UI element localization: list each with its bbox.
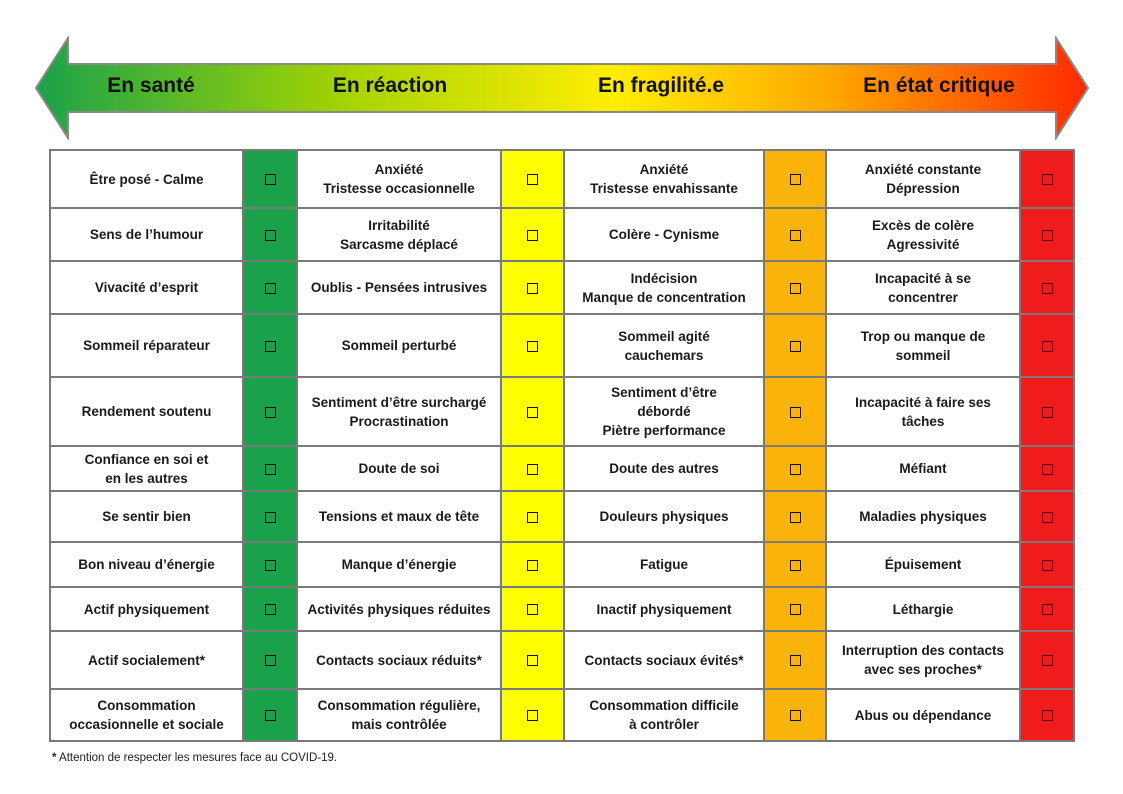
symptom-cell-healthy: Bon niveau d’énergie (50, 542, 243, 587)
checkbox-cell-fragile (764, 446, 826, 491)
footnote (52, 752, 337, 764)
table-row (50, 261, 1074, 314)
symptom-grid (49, 149, 1075, 742)
table-row (50, 208, 1074, 261)
checkbox[interactable] (790, 464, 801, 475)
symptom-cell-healthy: Sens de l’humour (50, 208, 243, 261)
symptom-cell-fragile: Doute des autres (564, 446, 764, 491)
checkbox-cell-fragile (764, 377, 826, 446)
checkbox-cell-reacting (501, 261, 564, 314)
checkbox[interactable] (790, 230, 801, 241)
checkbox-cell-healthy (243, 150, 297, 208)
checkbox-cell-healthy (243, 261, 297, 314)
checkbox-cell-reacting (501, 208, 564, 261)
checkbox-cell-reacting (501, 542, 564, 587)
table-row (50, 631, 1074, 689)
table-row (50, 587, 1074, 631)
symptom-cell-critical: Méfiant (826, 446, 1020, 491)
checkbox-cell-critical (1020, 491, 1074, 542)
checkbox[interactable] (265, 560, 276, 571)
checkbox-cell-fragile (764, 150, 826, 208)
symptom-cell-healthy: Sommeil réparateur (50, 314, 243, 377)
checkbox-cell-critical (1020, 377, 1074, 446)
symptom-cell-reacting: Manque d’énergie (297, 542, 501, 587)
checkbox[interactable] (265, 710, 276, 721)
symptom-cell-fragile: Indécision Manque de concentration (564, 261, 764, 314)
checkbox[interactable] (1042, 230, 1053, 241)
symptom-cell-fragile: Fatigue (564, 542, 764, 587)
symptom-cell-fragile: Sommeil agité cauchemars (564, 314, 764, 377)
checkbox-cell-fragile (764, 542, 826, 587)
table-row (50, 542, 1074, 587)
symptom-cell-critical: Interruption des contacts avec ses proches* (826, 631, 1020, 689)
checkbox-cell-critical (1020, 689, 1074, 741)
checkbox[interactable] (790, 710, 801, 721)
checkbox[interactable] (790, 560, 801, 571)
symptom-cell-reacting: Sentiment d’être surchargé Procrastination (297, 377, 501, 446)
checkbox[interactable] (265, 464, 276, 475)
symptom-cell-fragile: Anxiété Tristesse envahissante (564, 150, 764, 208)
table-row (50, 689, 1074, 741)
checkbox-cell-reacting (501, 150, 564, 208)
checkbox-cell-critical (1020, 208, 1074, 261)
checkbox[interactable] (790, 655, 801, 666)
checkbox-cell-healthy (243, 689, 297, 741)
symptom-cell-healthy: Vivacité d’esprit (50, 261, 243, 314)
table-row (50, 446, 1074, 491)
symptom-cell-fragile: Douleurs physiques (564, 491, 764, 542)
symptom-cell-healthy: Consommation occasionnelle et sociale (50, 689, 243, 741)
stage-label-fragile: En fragilité.e (597, 74, 725, 97)
checkbox-cell-fragile (764, 261, 826, 314)
symptom-cell-fragile: Colère - Cynisme (564, 208, 764, 261)
symptom-cell-healthy: Actif physiquement (50, 587, 243, 631)
checkbox[interactable] (527, 283, 538, 294)
checkbox[interactable] (1042, 655, 1053, 666)
symptom-cell-healthy: Actif socialement* (50, 631, 243, 689)
table-row (50, 314, 1074, 377)
checkbox[interactable] (265, 174, 276, 185)
checkbox-cell-healthy (243, 208, 297, 261)
checkbox-cell-critical (1020, 150, 1074, 208)
checkbox-cell-reacting (501, 446, 564, 491)
checkbox-cell-healthy (243, 446, 297, 491)
checkbox[interactable] (1042, 710, 1053, 721)
symptom-cell-fragile: Sentiment d’être débordé Piètre performance (564, 377, 764, 446)
symptom-cell-healthy: Rendement soutenu (50, 377, 243, 446)
symptom-cell-reacting: Oublis - Pensées intrusives (297, 261, 501, 314)
checkbox[interactable] (790, 604, 801, 615)
checkbox-cell-reacting (501, 314, 564, 377)
checkbox[interactable] (527, 407, 538, 418)
symptom-cell-critical: Trop ou manque de sommeil (826, 314, 1020, 377)
checkbox-cell-critical (1020, 314, 1074, 377)
checkbox-cell-reacting (501, 377, 564, 446)
checkbox-cell-healthy (243, 542, 297, 587)
checkbox-cell-healthy (243, 491, 297, 542)
checkbox-cell-fragile (764, 587, 826, 631)
symptom-cell-reacting: Tensions et maux de tête (297, 491, 501, 542)
checkbox-cell-reacting (501, 631, 564, 689)
checkbox[interactable] (1042, 512, 1053, 523)
health-continuum-arrow (34, 36, 1090, 140)
checkbox[interactable] (527, 174, 538, 185)
checkbox[interactable] (527, 710, 538, 721)
checkbox[interactable] (265, 604, 276, 615)
checkbox[interactable] (527, 230, 538, 241)
checkbox[interactable] (790, 174, 801, 185)
checkbox[interactable] (265, 512, 276, 523)
checkbox[interactable] (265, 283, 276, 294)
checkbox-cell-healthy (243, 631, 297, 689)
symptom-cell-critical: Incapacité à faire ses tâches (826, 377, 1020, 446)
checkbox-cell-reacting (501, 587, 564, 631)
symptom-cell-fragile: Contacts sociaux évités* (564, 631, 764, 689)
checkbox[interactable] (1042, 407, 1053, 418)
checkbox[interactable] (1042, 341, 1053, 352)
checkbox-cell-fragile (764, 314, 826, 377)
checkbox[interactable] (265, 655, 276, 666)
symptom-cell-healthy: Confiance en soi et en les autres (50, 446, 243, 491)
checkbox[interactable] (790, 407, 801, 418)
checkbox[interactable] (790, 512, 801, 523)
symptom-cell-reacting: Sommeil perturbé (297, 314, 501, 377)
symptom-cell-critical: Anxiété constante Dépression (826, 150, 1020, 208)
symptom-cell-reacting: Consommation régulière, mais contrôlée (297, 689, 501, 741)
checkbox[interactable] (527, 560, 538, 571)
checkbox-cell-fragile (764, 491, 826, 542)
checkbox[interactable] (527, 655, 538, 666)
symptom-cell-fragile: Consommation difficile à contrôler (564, 689, 764, 741)
checkbox[interactable] (527, 341, 538, 352)
table-row (50, 150, 1074, 208)
footnote-text: Attention de respecter les mesures face au COVID-19. (56, 752, 338, 764)
symptom-cell-fragile: Inactif physiquement (564, 587, 764, 631)
checkbox[interactable] (1042, 174, 1053, 185)
checkbox-cell-healthy (243, 587, 297, 631)
checkbox-cell-healthy (243, 377, 297, 446)
checkbox-cell-fragile (764, 689, 826, 741)
symptom-cell-reacting: Contacts sociaux réduits* (297, 631, 501, 689)
checkbox-cell-fragile (764, 208, 826, 261)
table-row (50, 491, 1074, 542)
symptom-cell-reacting: Activités physiques réduites (297, 587, 501, 631)
table-row (50, 377, 1074, 446)
symptom-cell-critical: Excès de colère Agressivité (826, 208, 1020, 261)
checkbox-cell-fragile (764, 631, 826, 689)
symptom-cell-healthy: Se sentir bien (50, 491, 243, 542)
symptom-cell-critical: Épuisement (826, 542, 1020, 587)
checkbox[interactable] (1042, 560, 1053, 571)
checkbox[interactable] (527, 604, 538, 615)
symptom-cell-reacting: Doute de soi (297, 446, 501, 491)
checkbox[interactable] (790, 341, 801, 352)
stage-label-healthy: En santé (107, 74, 195, 97)
stage-label-reacting: En réaction (332, 74, 448, 97)
symptom-cell-critical: Incapacité à se concentrer (826, 261, 1020, 314)
symptom-cell-critical: Abus ou dépendance (826, 689, 1020, 741)
checkbox[interactable] (527, 512, 538, 523)
checkbox[interactable] (790, 283, 801, 294)
symptom-cell-reacting: Anxiété Tristesse occasionnelle (297, 150, 501, 208)
symptom-cell-critical: Maladies physiques (826, 491, 1020, 542)
stage-label-critical: En état critique (863, 74, 1015, 97)
checkbox-cell-critical (1020, 542, 1074, 587)
checkbox[interactable] (1042, 604, 1053, 615)
checkbox[interactable] (265, 341, 276, 352)
checkbox[interactable] (1042, 283, 1053, 294)
symptom-cell-reacting: Irritabilité Sarcasme déplacé (297, 208, 501, 261)
symptom-cell-healthy: Être posé - Calme (50, 150, 243, 208)
footnote-star: * (52, 752, 57, 764)
checkbox-cell-healthy (243, 314, 297, 377)
symptom-cell-critical: Léthargie (826, 587, 1020, 631)
checkbox-cell-critical (1020, 587, 1074, 631)
checkbox-cell-critical (1020, 446, 1074, 491)
checkbox[interactable] (527, 464, 538, 475)
checkbox[interactable] (265, 230, 276, 241)
checkbox-cell-reacting (501, 689, 564, 741)
checkbox[interactable] (1042, 464, 1053, 475)
checkbox[interactable] (265, 407, 276, 418)
checkbox-cell-critical (1020, 261, 1074, 314)
checkbox-cell-reacting (501, 491, 564, 542)
checkbox-cell-critical (1020, 631, 1074, 689)
